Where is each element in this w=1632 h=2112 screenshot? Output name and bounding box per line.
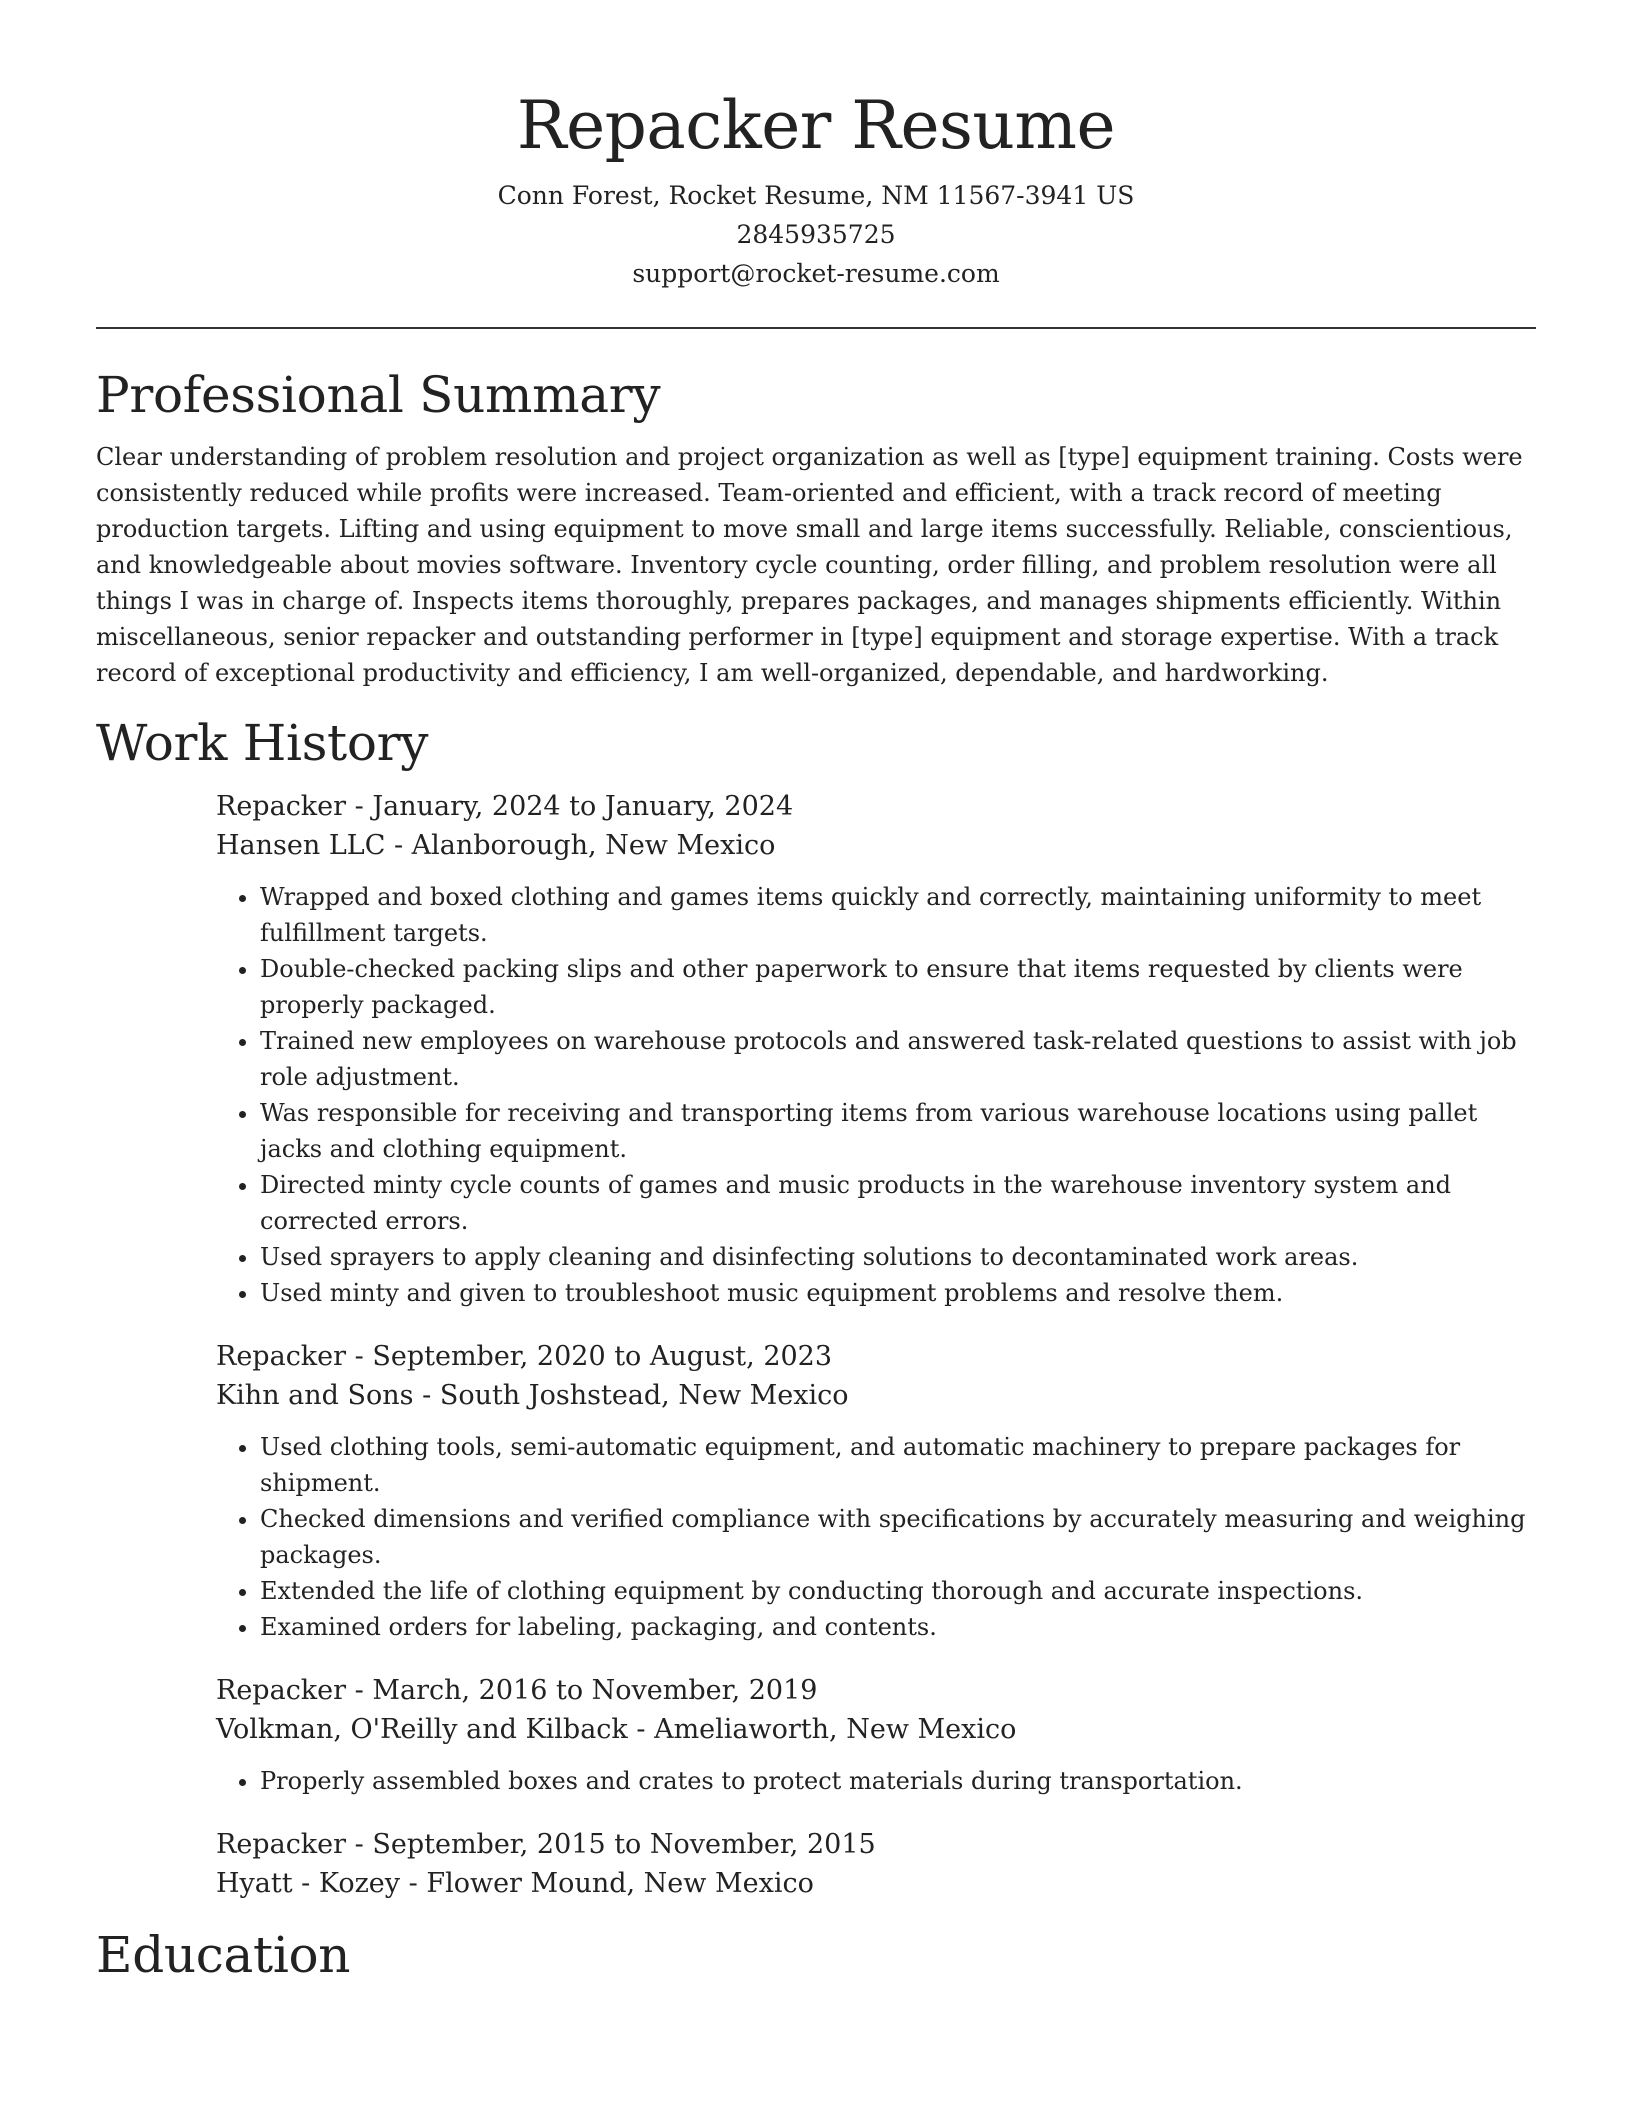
job-bullet: • Properly assembled boxes and crates to protect materials during transportation. bbox=[260, 1763, 1536, 1799]
job-bullet: • Directed minty cycle counts of games and music products in the warehouse inventory system and corrected errors. bbox=[260, 1167, 1536, 1239]
job-company: Volkman, O'Reilly and Kilback bbox=[216, 1714, 628, 1745]
document-title: Repacker Resume bbox=[516, 87, 1116, 164]
job-entry bbox=[216, 1671, 1536, 1799]
job-location: - South Joshstead, New Mexico bbox=[413, 1380, 849, 1411]
job-company-line bbox=[216, 1376, 1536, 1415]
job-entry bbox=[216, 1825, 1536, 1903]
job-company: Kihn and Sons bbox=[216, 1380, 414, 1411]
job-title: Repacker bbox=[216, 791, 347, 822]
job-title-line bbox=[216, 1337, 1536, 1376]
job-company-line bbox=[216, 1864, 1536, 1903]
job-entry bbox=[216, 787, 1536, 1311]
resume-header bbox=[96, 0, 1536, 293]
job-company: Hansen LLC bbox=[216, 830, 386, 861]
job-title-line bbox=[216, 1825, 1536, 1864]
job-bullet: • Wrapped and boxed clothing and games items quickly and correctly, maintaining uniformity to meet fulfillment targets. bbox=[260, 879, 1536, 951]
job-location: - Alanborough, New Mexico bbox=[385, 830, 776, 861]
job-company-line bbox=[216, 1710, 1536, 1749]
education-section bbox=[96, 1923, 1536, 1987]
job-company-line bbox=[216, 826, 1536, 865]
job-dates: - September, 2015 to November, 2015 bbox=[346, 1829, 876, 1860]
contact-address: Conn Forest, Rocket Resume, NM 11567-3941 US bbox=[497, 181, 1135, 210]
job-company: Hyatt - Kozey bbox=[216, 1868, 401, 1899]
job-bullet: • Used clothing tools, semi-automatic equipment, and automatic machinery to prepare packages for shipment. bbox=[260, 1429, 1536, 1501]
job-bullet: • Was responsible for receiving and transporting items from various warehouse locations using pallet jacks and clothing equipment. bbox=[260, 1095, 1536, 1167]
job-bullet: • Used sprayers to apply cleaning and disinfecting solutions to decontaminated work areas. bbox=[260, 1239, 1536, 1275]
job-title: Repacker bbox=[216, 1829, 347, 1860]
job-title: Repacker bbox=[216, 1341, 347, 1372]
professional-summary-section bbox=[96, 363, 1536, 691]
summary-paragraph: Clear understanding of problem resolution and project organization as well as [type] equipment training. Costs were consistently reduced while profits were increased. Team-oriented and efficient, with a track record of meeting production targets. Lifting and using equipment to move small and large items successfully. Reliable, conscientious, and knowledgeable about movies software. Inventory cycle counting, order filling, and problem resolution were all things I was in charge of. Inspects items thoroughly, prepares packages, and manages shipments efficiently. Within miscellaneous, senior repacker and outstanding performer in [type] equipment and storage expertise. With a track record of exceptional productivity and efficiency, I am well-organized, dependable, and hardworking. bbox=[96, 443, 1523, 687]
job-bullet-list bbox=[216, 1429, 1536, 1645]
job-bullet: • Checked dimensions and verified compliance with specifications by accurately measuring and weighing packages. bbox=[260, 1501, 1536, 1573]
section-heading-education: Education bbox=[96, 1926, 351, 1984]
job-bullet: • Extended the life of clothing equipment by conducting thorough and accurate inspections. bbox=[260, 1573, 1536, 1609]
job-dates: - September, 2020 to August, 2023 bbox=[346, 1341, 833, 1372]
section-heading-summary: Professional Summary bbox=[96, 366, 661, 424]
job-entry bbox=[216, 1337, 1536, 1645]
job-bullet: • Double-checked packing slips and other paperwork to ensure that items requested by clients were properly packaged. bbox=[260, 951, 1536, 1023]
job-title-line bbox=[216, 1671, 1536, 1710]
job-location: - Flower Mound, New Mexico bbox=[400, 1868, 814, 1899]
work-history-section bbox=[96, 711, 1536, 1903]
job-bullet: • Examined orders for labeling, packaging, and contents. bbox=[260, 1609, 1536, 1645]
job-bullet: • Used minty and given to troubleshoot music equipment problems and resolve them. bbox=[260, 1275, 1536, 1311]
job-dates: - March, 2016 to November, 2019 bbox=[346, 1675, 818, 1706]
job-title: Repacker bbox=[216, 1675, 347, 1706]
job-bullet: • Trained new employees on warehouse protocols and answered task-related questions to assist with job role adjustment. bbox=[260, 1023, 1536, 1095]
job-location: - Ameliaworth, New Mexico bbox=[627, 1714, 1017, 1745]
job-dates: - January, 2024 to January, 2024 bbox=[346, 791, 794, 822]
section-heading-work-history: Work History bbox=[96, 714, 429, 772]
job-bullet-list bbox=[216, 1763, 1536, 1799]
contact-phone: 2845935725 bbox=[736, 220, 896, 249]
contact-info bbox=[96, 176, 1536, 293]
job-bullet-list bbox=[216, 879, 1536, 1311]
job-title-line bbox=[216, 787, 1536, 826]
header-divider bbox=[96, 327, 1536, 329]
contact-email: support@rocket-resume.com bbox=[632, 259, 1000, 288]
